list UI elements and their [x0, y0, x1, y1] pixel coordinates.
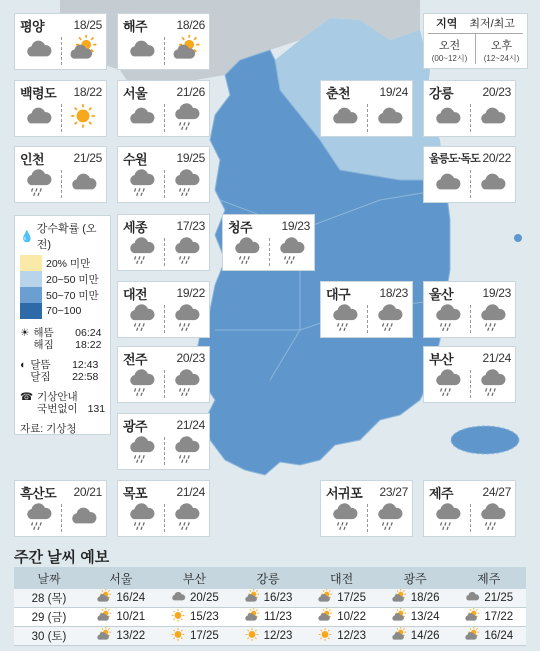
cloud-icon — [23, 35, 53, 70]
city-temp: 23/27 — [379, 485, 408, 499]
sunset-label: 해짐 — [33, 339, 54, 351]
weekly-temp: 11/23 — [264, 611, 292, 623]
divider — [470, 104, 471, 132]
weekly-date-header: 날짜 — [37, 571, 61, 586]
weekly-temp: 16/24 — [116, 592, 146, 604]
rain-icon — [477, 303, 507, 338]
phone-icon: ☎ — [20, 391, 34, 403]
city-name: 서귀포 — [326, 485, 363, 501]
city-card-gangneung — [423, 80, 516, 137]
rain-icon — [126, 168, 156, 203]
city-name: 부산 — [429, 351, 454, 367]
city-temp: 18/23 — [379, 286, 408, 300]
pm-weather — [367, 501, 413, 537]
pm-weather — [367, 101, 413, 137]
sun-cloud-icon — [68, 35, 98, 70]
weekly-table — [14, 567, 526, 646]
pm-weather — [470, 367, 516, 403]
city-name: 울산 — [429, 286, 454, 302]
rain-icon — [171, 303, 201, 338]
moonrise-time: 12:43 — [72, 359, 99, 371]
legend-am-label: 오전 — [438, 40, 461, 52]
weekly-cell — [84, 608, 158, 627]
city-card-busan — [423, 346, 516, 403]
weekly-cell — [84, 589, 158, 608]
rain-icon — [329, 502, 359, 537]
rain-icon — [477, 502, 507, 537]
pm-weather — [470, 501, 516, 537]
rain-icon — [432, 502, 462, 537]
weekly-cell — [305, 627, 379, 646]
am-weather — [321, 101, 367, 137]
weekly-header-row — [14, 567, 526, 589]
city-card-haeju — [117, 13, 210, 70]
divider — [61, 37, 62, 65]
pm-weather — [164, 34, 210, 70]
weekly-row — [14, 608, 526, 627]
divider — [470, 305, 471, 333]
city-name: 광주 — [123, 418, 148, 434]
weekly-temp: 15/23 — [190, 611, 219, 623]
guide-label1: 기상안내 — [37, 391, 78, 403]
am-weather — [118, 101, 164, 137]
rain-icon — [171, 435, 201, 470]
rain-icon — [374, 303, 404, 338]
rain-icon — [171, 368, 201, 403]
weekly-temp: 18/26 — [410, 592, 440, 604]
weekly-row — [14, 627, 526, 646]
legend-swatch-2 — [20, 287, 42, 303]
weekly-cell — [378, 589, 452, 608]
weekly-cell — [158, 608, 232, 627]
weekly-city-header: 광주 — [403, 571, 427, 586]
city-name: 춘천 — [326, 85, 351, 101]
am-weather — [424, 501, 470, 537]
weekly-cell — [378, 627, 452, 646]
jeju-island — [451, 426, 519, 454]
city-card-suwon — [117, 146, 210, 203]
city-name: 제주 — [429, 485, 454, 501]
city-name: 전주 — [123, 351, 148, 367]
city-card-sejong — [117, 214, 210, 271]
sun-icon: ☀ — [20, 327, 30, 339]
weekly-temp: 13/24 — [410, 611, 440, 623]
weekly-temp: 12/23 — [263, 630, 293, 642]
cloud-icon — [464, 589, 480, 608]
sun-icon — [170, 608, 186, 627]
city-card-pyongyang — [14, 13, 107, 70]
moonset-time: 22:58 — [72, 371, 99, 383]
pm-weather — [470, 101, 516, 137]
weekly-temp: 21/25 — [484, 592, 514, 604]
city-name: 목포 — [123, 485, 148, 501]
sun-cloud-icon — [171, 35, 201, 70]
sun-cloud-icon — [317, 589, 333, 608]
cloud-icon — [374, 102, 404, 137]
city-temp: 19/23 — [281, 219, 310, 233]
city-card-incheon — [14, 146, 107, 203]
cloud-icon — [68, 168, 98, 203]
city-temp: 21/26 — [176, 85, 205, 99]
legend-level-2: 50~70 미만 — [46, 289, 99, 302]
city-temp: 19/25 — [176, 151, 205, 165]
weekly-temp: 16/24 — [484, 630, 514, 642]
weekly-city-header: 부산 — [182, 571, 206, 586]
divider — [164, 504, 165, 532]
am-weather — [424, 367, 470, 403]
legend-am-sub: (00~12시) — [431, 54, 468, 63]
city-temp: 21/25 — [73, 151, 102, 165]
rain-icon — [126, 435, 156, 470]
divider — [164, 238, 165, 266]
city-card-ulsan — [423, 281, 516, 338]
pm-weather — [367, 302, 413, 338]
divider — [367, 104, 368, 132]
divider — [61, 504, 62, 532]
city-card-gwangju — [117, 413, 210, 470]
city-temp: 19/22 — [176, 286, 205, 300]
guide-label2: 국번없이 — [37, 403, 78, 415]
pm-weather — [164, 302, 210, 338]
am-weather — [321, 501, 367, 537]
city-card-mokpo — [117, 480, 210, 537]
cloud-icon — [68, 502, 98, 537]
sun-cloud-icon — [391, 589, 407, 608]
am-weather — [321, 302, 367, 338]
sun-cloud-icon — [391, 608, 407, 627]
sun-icon — [68, 102, 98, 137]
city-temp: 20/23 — [482, 85, 511, 99]
weekly-city-header: 대전 — [329, 571, 354, 586]
am-weather — [118, 501, 164, 537]
am-weather — [118, 434, 164, 470]
cloud-icon — [170, 589, 186, 608]
city-name: 강릉 — [429, 85, 454, 101]
city-temp: 17/23 — [176, 219, 205, 233]
weekly-cell — [305, 608, 379, 627]
city-card-jeonju — [117, 346, 210, 403]
weekly-temp: 20/25 — [190, 592, 219, 604]
legend-level-3: 70~100 — [46, 305, 82, 317]
am-weather — [15, 167, 61, 203]
weekly-city-header: 서울 — [109, 571, 133, 586]
divider — [164, 170, 165, 198]
divider — [470, 370, 471, 398]
legend-swatch-3 — [20, 303, 42, 319]
cloud-icon — [126, 35, 156, 70]
pm-weather — [61, 501, 107, 537]
rain-icon — [374, 502, 404, 537]
city-temp: 18/22 — [73, 85, 102, 99]
am-weather — [424, 167, 470, 203]
legend-swatch-1 — [20, 271, 42, 287]
weekly-temp: 10/22 — [337, 611, 366, 623]
city-temp: 20/22 — [482, 151, 511, 165]
pm-weather — [164, 101, 210, 137]
weekly-cell — [378, 608, 452, 627]
sun-icon — [244, 627, 260, 646]
city-name: 서울 — [123, 85, 148, 101]
city-name: 대전 — [123, 286, 148, 302]
city-temp: 19/23 — [482, 286, 511, 300]
divider — [269, 238, 270, 266]
info-box — [14, 215, 111, 435]
city-name: 백령도 — [20, 85, 57, 101]
weekly-cell — [452, 589, 526, 608]
pm-weather — [61, 167, 107, 203]
rain-icon — [432, 368, 462, 403]
city-name: 인천 — [20, 151, 45, 167]
sun-cloud-icon — [96, 608, 112, 627]
legend-key — [423, 13, 528, 69]
rain-icon — [126, 236, 156, 271]
weekly-temp: 17/25 — [190, 630, 219, 642]
city-card-daejeon — [117, 281, 210, 338]
legend-level-0: 20% 미만 — [46, 257, 91, 270]
city-temp: 21/24 — [176, 485, 205, 499]
ulleungdo-island — [514, 234, 522, 242]
sun-icon — [170, 627, 186, 646]
rain-icon — [171, 102, 201, 137]
sun-cloud-icon — [391, 627, 407, 646]
city-temp: 21/24 — [482, 351, 511, 365]
rain-icon — [329, 303, 359, 338]
cloud-icon — [23, 102, 53, 137]
cloud-icon — [432, 168, 462, 203]
cloud-icon — [477, 168, 507, 203]
sun-cloud-icon — [96, 627, 112, 646]
legend-level-1: 20~50 미만 — [46, 273, 99, 286]
pm-weather — [164, 501, 210, 537]
weekly-cell — [452, 608, 526, 627]
legend-pm-label: 오후 — [490, 40, 513, 52]
city-temp: 20/23 — [176, 351, 205, 365]
city-name: 평양 — [20, 18, 45, 34]
pm-weather — [164, 434, 210, 470]
weekly-temp: 13/22 — [116, 630, 146, 642]
city-temp: 20/21 — [73, 485, 102, 499]
city-card-jeju — [423, 480, 516, 537]
city-card-heuksando — [14, 480, 107, 537]
cloud-icon — [477, 102, 507, 137]
divider — [61, 104, 62, 132]
divider — [164, 370, 165, 398]
weekly-temp: 17/22 — [484, 611, 514, 623]
pm-weather — [61, 101, 107, 137]
pm-weather — [470, 167, 516, 203]
am-weather — [118, 302, 164, 338]
sun-cloud-icon — [464, 608, 480, 627]
weekly-title: 주간 날씨 예보 — [14, 549, 110, 566]
am-weather — [424, 302, 470, 338]
city-temp: 19/24 — [379, 85, 408, 99]
rain-icon — [231, 236, 261, 271]
weekly-cell — [231, 589, 305, 608]
weekly-temp: 16/23 — [263, 592, 293, 604]
weekly-cell — [158, 627, 232, 646]
am-weather — [118, 34, 164, 70]
sunset-time: 18:22 — [75, 339, 102, 351]
city-card-baengnyeongdo — [14, 80, 107, 137]
city-card-cheongju — [222, 214, 315, 271]
sun-cloud-icon — [317, 608, 333, 627]
legend-swatch-0 — [20, 255, 42, 271]
cloud-icon — [126, 102, 156, 137]
city-name: 흑산도 — [20, 485, 57, 501]
rain-icon — [432, 303, 462, 338]
pm-weather — [164, 367, 210, 403]
city-temp: 24/27 — [482, 485, 511, 499]
divider — [164, 305, 165, 333]
am-weather — [15, 501, 61, 537]
sunrise-time: 06:24 — [75, 327, 102, 339]
pm-weather — [269, 235, 315, 271]
city-name: 울릉도·독도 — [429, 153, 480, 165]
am-weather — [223, 235, 269, 271]
moonset-label: 달짐 — [30, 371, 51, 383]
city-card-daegu — [320, 281, 413, 338]
weekly-temp: 12/23 — [337, 630, 366, 642]
am-weather — [15, 101, 61, 137]
city-name: 청주 — [228, 219, 253, 235]
pm-weather — [61, 34, 107, 70]
rain-icon — [126, 303, 156, 338]
sun-icon — [317, 627, 333, 646]
am-weather — [424, 101, 470, 137]
city-card-ulleungdo — [423, 146, 516, 203]
raindrop-icon: 💧 — [20, 230, 34, 243]
weekly-cell — [305, 589, 379, 608]
legend-minmax-label: 최저/최고 — [469, 18, 515, 30]
legend-pm-sub: (12~24시) — [483, 54, 520, 63]
city-name: 해주 — [123, 18, 148, 34]
weekly-cell — [84, 627, 158, 646]
rain-icon — [276, 236, 306, 271]
sun-cloud-icon — [244, 589, 260, 608]
rain-icon — [171, 168, 201, 203]
city-temp: 18/26 — [176, 18, 205, 32]
divider — [164, 437, 165, 465]
legend-region-label: 지역 — [436, 18, 458, 30]
rain-icon — [23, 502, 53, 537]
divider — [61, 170, 62, 198]
rain-icon — [23, 168, 53, 203]
city-temp: 18/25 — [73, 18, 102, 32]
city-name: 대구 — [326, 286, 351, 302]
divider — [164, 37, 165, 65]
city-temp: 21/24 — [176, 418, 205, 432]
weekly-temp: 14/26 — [410, 630, 440, 642]
weekly-city-header: 강릉 — [256, 571, 280, 586]
pm-weather — [164, 167, 210, 203]
weekly-city-header: 제주 — [477, 571, 501, 586]
pm-weather — [470, 302, 516, 338]
rain-icon — [477, 368, 507, 403]
sun-cloud-icon — [244, 608, 260, 627]
city-name: 세종 — [123, 219, 148, 235]
weekly-cell — [452, 627, 526, 646]
am-weather — [15, 34, 61, 70]
am-weather — [118, 367, 164, 403]
am-weather — [118, 235, 164, 271]
weekly-row — [14, 589, 526, 608]
weekly-temp: 10/21 — [116, 611, 146, 623]
cloud-icon — [432, 102, 462, 137]
rain-icon — [171, 502, 201, 537]
divider — [367, 305, 368, 333]
city-card-seogwipo — [320, 480, 413, 537]
guide-number: 131 — [87, 403, 106, 415]
source-text: 자료: 기상청 — [20, 423, 77, 435]
weekly-temp: 17/25 — [337, 592, 366, 604]
pm-weather — [164, 235, 210, 271]
rain-icon — [171, 236, 201, 271]
rain-icon — [126, 368, 156, 403]
divider — [470, 504, 471, 532]
weekly-date: 30 (토) — [31, 631, 67, 643]
weekly-cell — [231, 608, 305, 627]
weekly-cell — [231, 627, 305, 646]
weekly-date: 28 (목) — [31, 593, 67, 605]
moonrise-label: 달뜸 — [30, 359, 51, 371]
divider — [164, 104, 165, 132]
sunrise-label: 해뜸 — [33, 327, 54, 339]
am-weather — [118, 167, 164, 203]
divider — [367, 504, 368, 532]
divider — [470, 170, 471, 198]
sun-cloud-icon — [96, 589, 112, 608]
sun-cloud-icon — [464, 627, 480, 646]
precip-title: 강수확률 (오전) — [36, 223, 97, 251]
city-name: 수원 — [123, 151, 148, 167]
city-card-seoul — [117, 80, 210, 137]
city-card-chuncheon — [320, 80, 413, 137]
weekly-date: 29 (금) — [31, 612, 67, 624]
moon-icon: ◐ — [20, 359, 27, 371]
weekly-cell — [158, 589, 232, 608]
rain-icon — [126, 502, 156, 537]
cloud-icon — [329, 102, 359, 137]
